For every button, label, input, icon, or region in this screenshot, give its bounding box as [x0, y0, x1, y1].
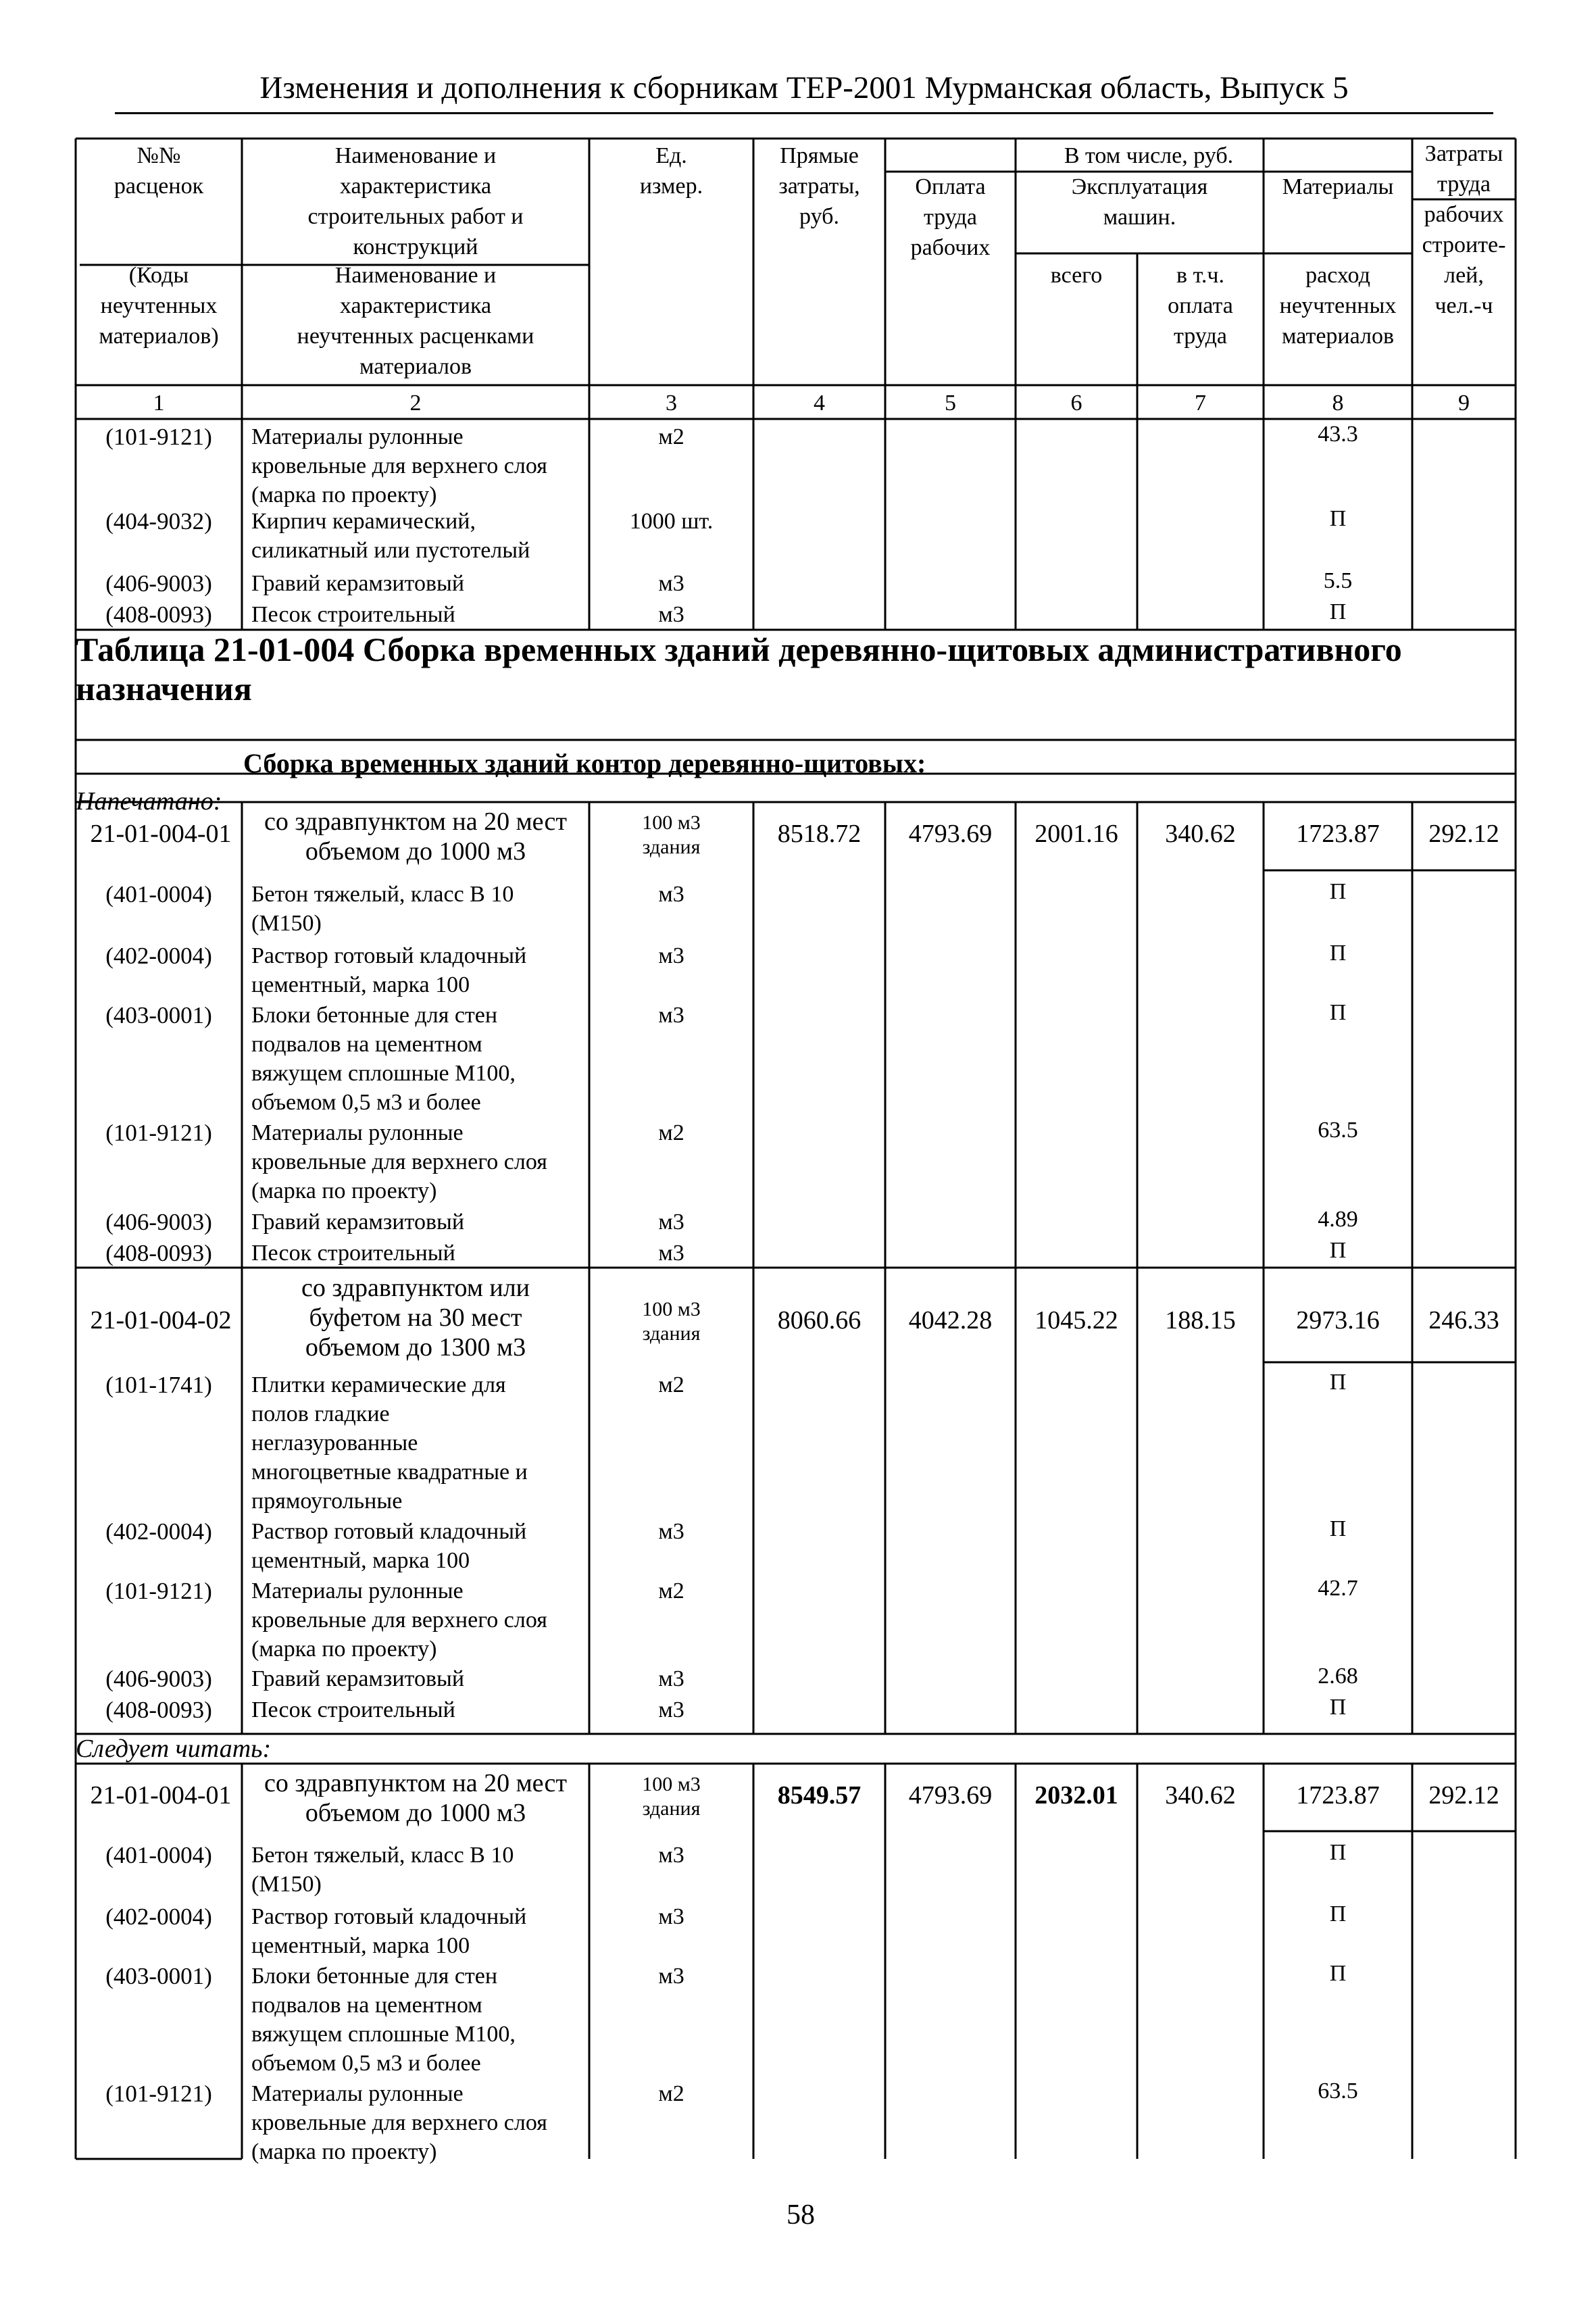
material-code: (408-0093) [105, 601, 212, 628]
material-code: (401-0004) [105, 881, 212, 907]
material-consumption: П [1329, 879, 1347, 904]
material-unit: м3 [658, 1666, 684, 1691]
material-name: Песок строительный [251, 1697, 455, 1722]
header-direct-costs: Прямые затраты, руб. [778, 143, 860, 229]
material-consumption: П [1329, 1695, 1347, 1720]
header-labor-hours: Затраты труда рабочих строите- лей, чел.-ч [1422, 141, 1506, 318]
material-name: Бетон тяжелый, класс В 10 (М150) [251, 1843, 514, 1897]
material-code: (101-9121) [105, 2081, 212, 2107]
rate-unit: 100 м3 здания [642, 1773, 701, 1820]
header-including: В том числе, руб. [1064, 143, 1234, 168]
machines-total: 2032.01 [1034, 1781, 1118, 1810]
header-rate-number: №№ расценок [114, 143, 204, 199]
column-number: 6 [1070, 391, 1082, 416]
material-unit: м3 [658, 1519, 684, 1544]
column-number: 7 [1195, 391, 1206, 416]
material-name: Раствор готовый кладочный цементный, марка 100 [251, 1904, 527, 1958]
header-machines-total: всего [1050, 263, 1103, 288]
machines-labor: 188.15 [1165, 1306, 1236, 1335]
material-code: (101-9121) [105, 424, 212, 450]
material-code: (406-9003) [105, 1666, 212, 1692]
material-unit: м3 [658, 1241, 684, 1266]
material-consumption: 43.3 [1318, 422, 1358, 447]
material-unit: м3 [658, 1964, 684, 1989]
column-number: 4 [814, 391, 825, 416]
material-name: Гравий керамзитовый [251, 1666, 465, 1691]
material-name: Гравий керамзитовый [251, 571, 465, 596]
material-unit: 1000 шт. [629, 509, 714, 534]
material-unit: м3 [658, 602, 684, 627]
material-consumption: П [1329, 599, 1347, 624]
material-consumption: П [1329, 1961, 1347, 1986]
material-code: (403-0001) [105, 1002, 212, 1028]
header-unit: Ед. измер. [639, 143, 703, 199]
column-number: 8 [1332, 391, 1344, 416]
material-consumption: 5.5 [1323, 568, 1353, 593]
material-name: Блоки бетонные для стен подвалов на цементном вяжущем сплошные М100, объемом 0,5 м3 и более [251, 1003, 516, 1115]
material-unit: м3 [658, 882, 684, 907]
machines-total: 2001.16 [1034, 820, 1118, 848]
material-unit: м3 [658, 1003, 684, 1028]
material-code: (401-0004) [105, 1842, 212, 1868]
material-unit: м3 [658, 1904, 684, 1929]
material-consumption: П [1329, 506, 1347, 531]
material-code: (408-0093) [105, 1240, 212, 1266]
header-material-name: Наименование и характеристика неучтенных расценками материалов [297, 263, 534, 379]
column-number: 2 [409, 391, 422, 416]
material-consumption: 63.5 [1318, 1118, 1358, 1143]
material-unit: м3 [658, 1843, 684, 1868]
material-consumption: 63.5 [1318, 2078, 1358, 2104]
material-code: (402-0004) [105, 1518, 212, 1545]
column-number: 5 [945, 391, 956, 416]
material-consumption: П [1329, 1238, 1347, 1263]
machines-total: 1045.22 [1034, 1306, 1118, 1335]
machines-labor: 340.62 [1165, 820, 1236, 848]
labor-pay: 4793.69 [908, 820, 993, 848]
materials-cost: 1723.87 [1296, 820, 1380, 848]
header-unaccounted-materials: расход неучтенных материалов [1279, 263, 1397, 349]
material-name: Раствор готовый кладочный цементный, марка 100 [251, 1519, 527, 1573]
direct-costs: 8060.66 [777, 1306, 862, 1335]
header-work-name: Наименование и характеристика строительных работ и конструкций [307, 143, 524, 259]
column-number: 1 [153, 391, 165, 416]
labor-pay: 4793.69 [908, 1781, 993, 1810]
material-unit: м3 [658, 1697, 684, 1722]
header-material-codes: (Коды неучтенных материалов) [99, 263, 219, 349]
machines-labor: 340.62 [1165, 1781, 1236, 1810]
rate-name: со здравпунктом или буфетом на 30 мест объемом до 1300 м3 [301, 1274, 530, 1362]
column-number: 3 [666, 391, 677, 416]
material-consumption: П [1329, 1840, 1347, 1865]
material-consumption: П [1329, 941, 1347, 966]
material-unit: м2 [658, 424, 684, 449]
rate-code: 21-01-004-01 [90, 820, 232, 848]
rate-code: 21-01-004-02 [90, 1306, 232, 1335]
material-name: Материалы рулонные кровельные для верхнего слоя (марка по проекту) [251, 1120, 547, 1203]
section-title: Сборка временных зданий контор деревянно-щитовых: [243, 748, 926, 778]
material-code: (402-0004) [105, 943, 212, 969]
material-name: Песок строительный [251, 1241, 455, 1266]
material-consumption: 2.68 [1318, 1664, 1358, 1689]
material-code: (402-0004) [105, 1903, 212, 1930]
material-unit: м2 [658, 1372, 684, 1397]
material-name: Блоки бетонные для стен подвалов на цементном вяжущем сплошные М100, объемом 0,5 м3 и более [251, 1964, 516, 2076]
labor-hours: 292.12 [1428, 820, 1499, 848]
material-name: Бетон тяжелый, класс В 10 (М150) [251, 882, 514, 936]
material-code: (406-9003) [105, 1209, 212, 1235]
header-materials: Материалы [1282, 174, 1394, 199]
material-code: (101-9121) [105, 1120, 212, 1146]
materials-cost: 2973.16 [1296, 1306, 1380, 1335]
labor-hours: 292.12 [1428, 1781, 1499, 1810]
material-unit: м2 [658, 1578, 684, 1603]
material-name: Материалы рулонные кровельные для верхнего слоя (марка по проекту) [251, 1578, 547, 1662]
material-name: Гравий керамзитовый [251, 1210, 465, 1235]
material-consumption: 42.7 [1318, 1576, 1358, 1601]
rate-unit: 100 м3 здания [642, 1298, 701, 1345]
material-unit: м2 [658, 1120, 684, 1145]
note-printed: Напечатано: [76, 787, 222, 816]
page-number: 58 [787, 2199, 815, 2231]
rate-code: 21-01-004-01 [90, 1781, 232, 1810]
material-name: Песок строительный [251, 602, 455, 627]
material-code: (101-9121) [105, 1578, 212, 1604]
labor-hours: 246.33 [1428, 1306, 1499, 1335]
rate-name: со здравпунктом на 20 мест объемом до 1000 м3 [264, 1769, 567, 1827]
material-name: Материалы рулонные кровельные для верхнего слоя (марка по проекту) [251, 2081, 547, 2164]
running-header: Изменения и дополнения к сборникам ТЕР-2001 Мурманская область, Выпуск 5 [259, 70, 1349, 105]
material-name: Раствор готовый кладочный цементный, марка 100 [251, 943, 527, 997]
material-code: (408-0093) [105, 1697, 212, 1723]
material-consumption: 4.89 [1318, 1207, 1358, 1232]
note-should-read: Следует читать: [76, 1735, 272, 1763]
column-number: 9 [1458, 391, 1470, 416]
material-name: Кирпич керамический, силикатный или пустотелый [251, 509, 530, 563]
header-machines-labor: в т.ч. оплата труда [1168, 263, 1233, 349]
header-machines: Эксплуатация машин. [1071, 174, 1208, 230]
material-consumption: П [1329, 1000, 1347, 1025]
material-consumption: П [1329, 1901, 1347, 1926]
direct-costs: 8518.72 [777, 820, 862, 848]
material-consumption: П [1329, 1370, 1347, 1395]
material-unit: м2 [658, 2081, 684, 2106]
table-title: Таблица 21-01-004 Сборка временных зданий деревянно-щитовых административного назначения [76, 630, 1402, 707]
material-code: (404-9032) [105, 508, 212, 534]
material-code: (101-1741) [105, 1372, 212, 1398]
rate-unit: 100 м3 здания [642, 812, 701, 858]
material-name: Плитки керамические для полов гладкие неглазурованные многоцветные квадратные и прямоугольные [251, 1372, 528, 1514]
material-name: Материалы рулонные кровельные для верхнего слоя (марка по проекту) [251, 424, 547, 507]
material-unit: м3 [658, 943, 684, 968]
direct-costs: 8549.57 [777, 1781, 862, 1810]
rate-name: со здравпунктом на 20 мест объемом до 1000 м3 [264, 807, 567, 866]
material-consumption: П [1329, 1516, 1347, 1541]
material-code: (403-0001) [105, 1963, 212, 1989]
materials-cost: 1723.87 [1296, 1781, 1380, 1810]
header-labor-pay: Оплата труда рабочих [910, 174, 991, 260]
material-unit: м3 [658, 571, 684, 596]
material-code: (406-9003) [105, 570, 212, 597]
material-unit: м3 [658, 1210, 684, 1235]
labor-pay: 4042.28 [908, 1306, 993, 1335]
